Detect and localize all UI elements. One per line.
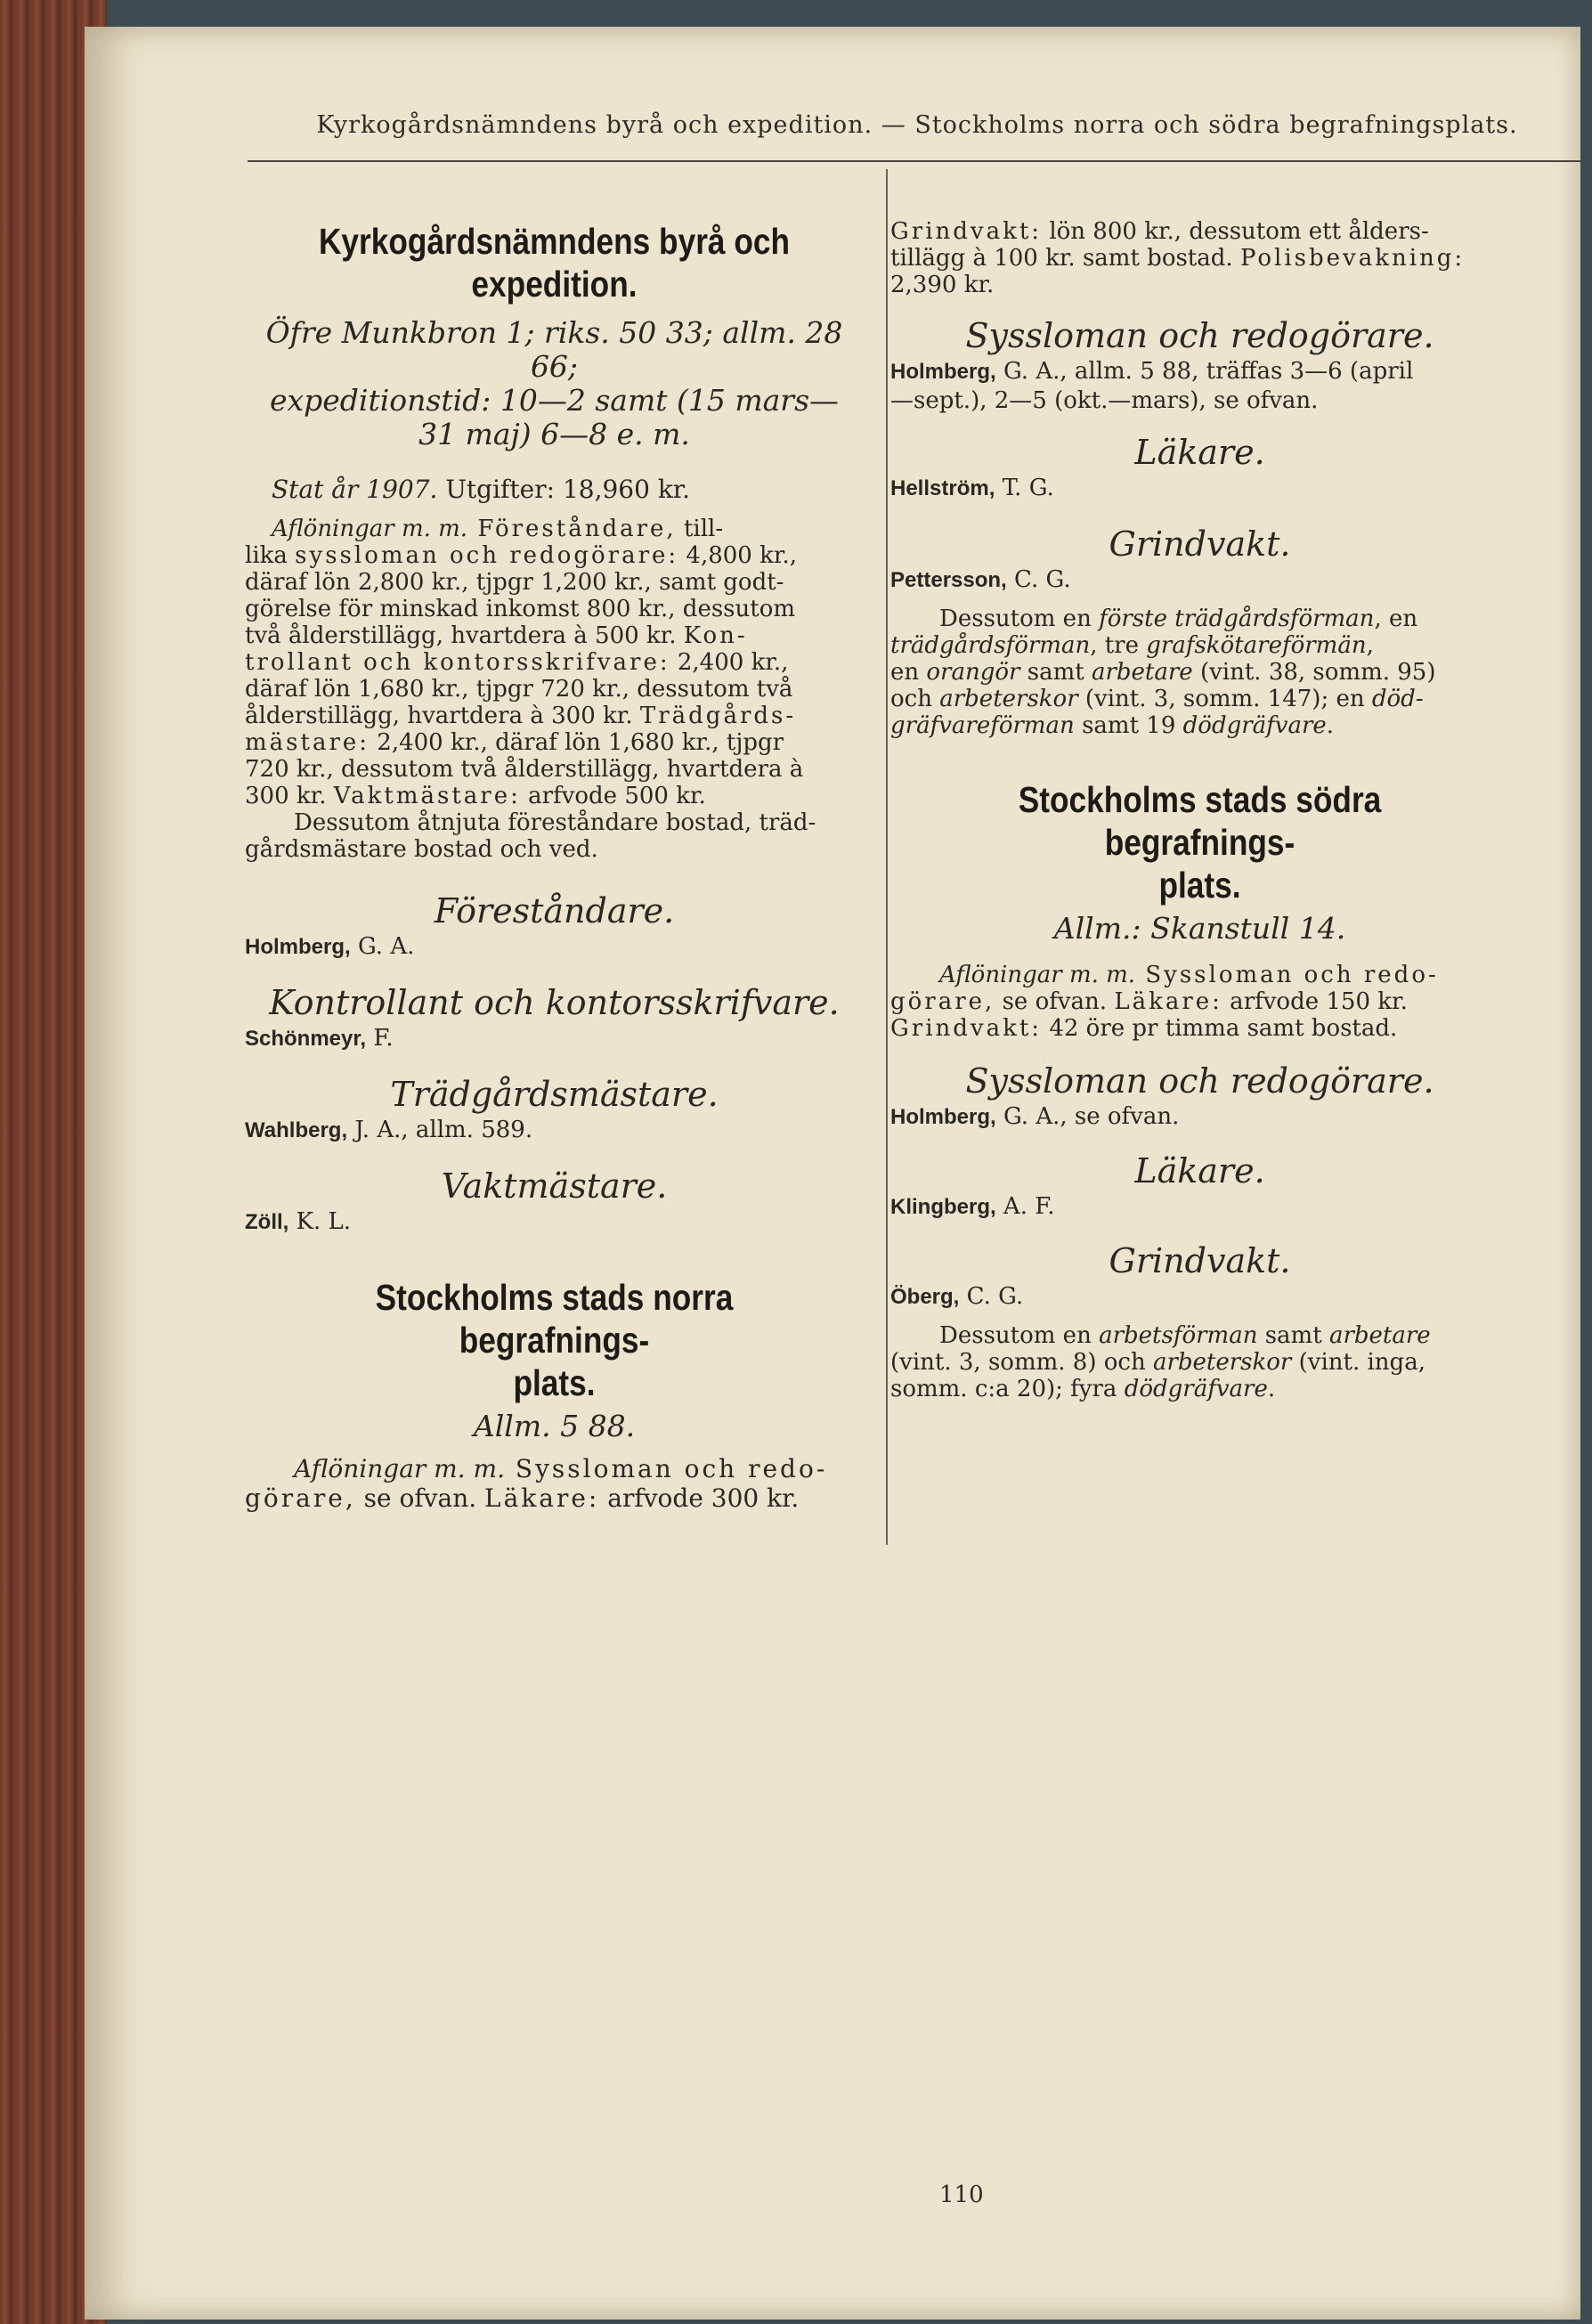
column-rule bbox=[886, 169, 888, 1545]
entry-schonmeyr: Schönmeyr, F. bbox=[245, 1025, 394, 1052]
entry-wahlberg: Wahlberg, J. A., allm. 589. bbox=[245, 1117, 533, 1143]
heading-vaktmastare: Vaktmästare. bbox=[441, 1166, 668, 1206]
entry-oberg: Öberg, C. G. bbox=[890, 1283, 1024, 1310]
sodra-address: Allm.: Skanstull 14. bbox=[1053, 911, 1346, 946]
heading-tradgardsmastare: Trädgårdsmästare. bbox=[390, 1075, 719, 1114]
entry-klingberg: Klingberg, A. F. bbox=[890, 1193, 1055, 1220]
norra-staff-paragraph: Dessutom en förste trädgårdsförman, en trädgårdsförman, tre grafskötareförmän, en orangör samt arbetare (vint. 38, somm. 95) och arbeterskor (vint. 3, somm. 147); en död- gräfvareförman samt 19 dödgräfvare. bbox=[890, 605, 1436, 739]
right-column bbox=[890, 183, 1509, 1402]
entry-holmberg: Holmberg, G. A. bbox=[245, 933, 415, 960]
address-block: Öfre Munkbron 1; riks. 50 33; allm. 28 66; expeditionstid: 10—2 samt (15 mars— 31 maj) 6—8 e. m. bbox=[265, 315, 843, 451]
stat-line: Stat år 1907. Utgifter: 18,960 kr. bbox=[272, 475, 691, 504]
running-head: Kyrkogårdsnämndens byrå och expedition. — Stockholms norra och södra begrafningsplats. bbox=[316, 111, 1518, 139]
grindvakt-paragraph: Grindvakt: lön 800 kr., dessutom ett ålders- tillägg à 100 kr. samt bostad. Polisbevakning: 2,390 kr. bbox=[890, 218, 1466, 298]
salaries-paragraph: Aflöningar m. m. Föreståndare, till- lika syssloman och redogörare: 4,800 kr., däraf lön 2,800 kr., tjpgr 1,200 kr., samt godt- görelse för minskad inkomst 800 kr., dessutom två ålderstillägg, hvartdera à 500 kr. Kon- trollant och kontorsskrifvare: 2,400 kr., däraf lön 1,680 kr., tjpgr 720 kr., dessutom två ålderstillägg, hvartdera à 300 kr. Trädgårds- mästare: 2,400 kr., däraf lön 1,680 kr., tjpgr 720 kr., dessutom två ålderstillägg, hvartdera à 300 kr. Vaktmästare: arfvode 500 kr. bbox=[245, 516, 804, 809]
book-page bbox=[85, 27, 1580, 2320]
sodra-staff-paragraph: Dessutom en arbetsförman samt arbetare (vint. 3, somm. 8) och arbeterskor (vint. inga, somm. c:a 20); fyra dödgräfvare. bbox=[890, 1322, 1431, 1402]
heading-kontrollant: Kontrollant och kontorsskrifvare. bbox=[269, 983, 840, 1022]
heading-grindvakt: Grindvakt. bbox=[1109, 524, 1291, 564]
heading-lakare-sodra: Läkare. bbox=[1134, 1151, 1265, 1190]
section-title-byra: Kyrkogårdsnämndens byrå och expedition. bbox=[318, 221, 791, 305]
entry-zoll: Zöll, K. L. bbox=[245, 1208, 352, 1235]
norra-salaries: Aflöningar m. m. Syssloman och redo- görare, se ofvan. Läkare: arfvode 300 kr. bbox=[245, 1454, 828, 1513]
heading-syssloman: Syssloman och redogörare. bbox=[965, 316, 1434, 355]
housing-paragraph: Dessutom åtnjuta föreståndare bostad, träd- gårdsmästare bostad och ved. bbox=[245, 809, 816, 863]
sodra-salaries: Aflöningar m. m. Syssloman och redo- görare, se ofvan. Läkare: arfvode 150 kr. Grindvakt: 42 öre pr timma samt bostad. bbox=[890, 962, 1439, 1042]
heading-forestandare: Föreståndare. bbox=[434, 891, 675, 930]
section-title-norra: Stockholms stads norra begrafnings- plats. bbox=[375, 1277, 734, 1403]
norra-phone: Allm. 5 88. bbox=[473, 1409, 636, 1443]
entry-holmberg-sodra: Holmberg, G. A., se ofvan. bbox=[890, 1103, 1180, 1130]
page-number: 110 bbox=[939, 2182, 984, 2208]
heading-lakare: Läkare. bbox=[1134, 433, 1265, 472]
heading-syssloman-sodra: Syssloman och redogörare. bbox=[965, 1061, 1434, 1101]
heading-grindvakt-sodra: Grindvakt. bbox=[1109, 1241, 1291, 1280]
left-column bbox=[245, 183, 864, 1513]
entry-pettersson: Pettersson, C. G. bbox=[890, 566, 1071, 593]
header-rule bbox=[248, 160, 1583, 162]
section-title-sodra: Stockholms stads södra begrafnings- plats. bbox=[1018, 779, 1382, 906]
entry-holmberg-norra: Holmberg, G. A., allm. 5 88, träffas 3—6 (april —sept.), 2—5 (okt.—mars), se ofvan. bbox=[890, 358, 1414, 414]
entry-hellstrom: Hellström, T. G. bbox=[890, 475, 1054, 501]
